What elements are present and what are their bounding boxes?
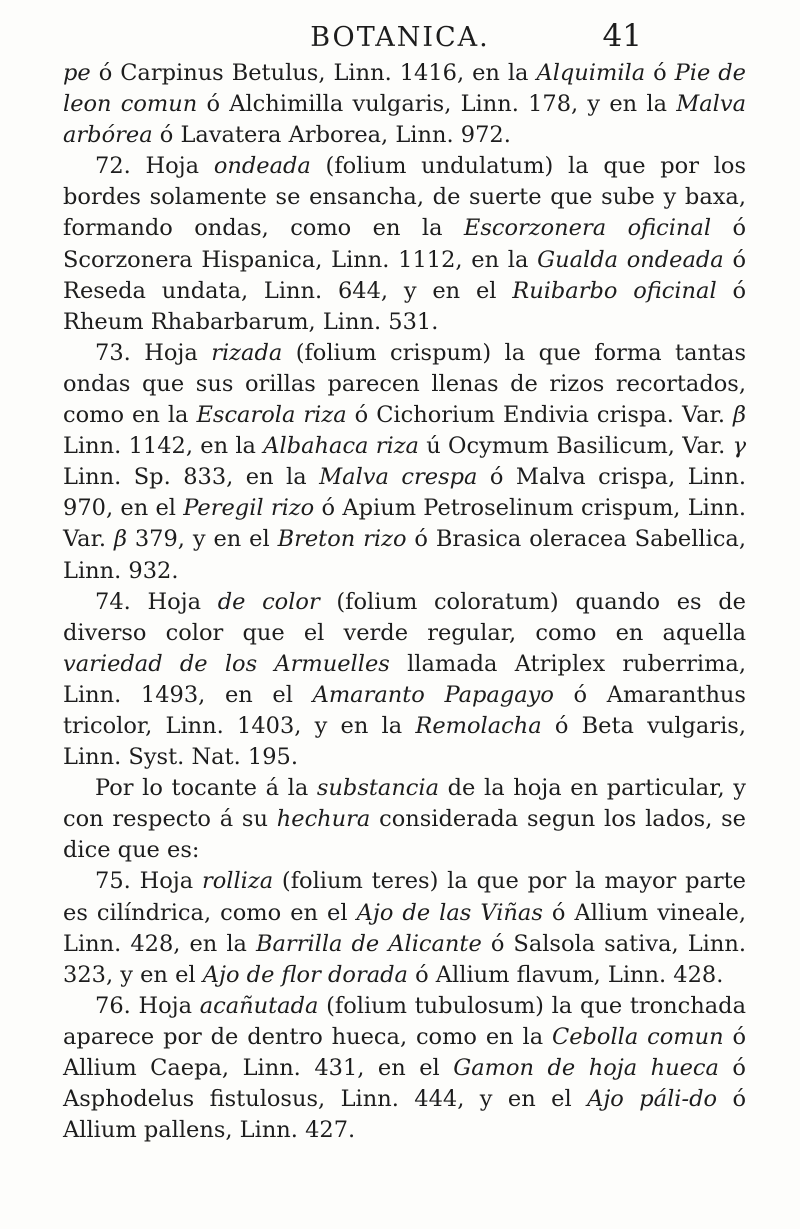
species-name: Amaranto Papagayo [312, 681, 554, 708]
species-name: Ajo de flor dorada [202, 961, 408, 988]
paragraph-continuation [63, 58, 746, 151]
text-run: ó Brasica oleracea Sabellica, Linn. 932. [63, 526, 746, 584]
text-run: ó Apium Petroselinum crispum, Linn. Var. [63, 495, 746, 553]
term: rizada [211, 339, 283, 366]
greek-letter: β [113, 526, 127, 553]
text-run: 74. Hoja [95, 588, 218, 615]
text-run: Por lo tocante á la [95, 775, 317, 802]
species-name: Gamon de hoja hueca [453, 1055, 719, 1081]
text-run: ó Malva crispa, Linn. 970, en el [63, 464, 747, 522]
text-run: ó Reseda undata, Linn. 644, y en el [63, 246, 746, 304]
text-run: ó Amaranthus tricolor, Linn. 1403, y en la [63, 681, 746, 739]
paragraph-substance [63, 773, 746, 866]
text-run: Linn. Sp. 833, en la [63, 464, 320, 491]
text-run: ó Allium pallens, Linn. 427. [63, 1086, 746, 1144]
text-run: ú Ocymum Basilicum, Var. [418, 433, 733, 460]
text-run: ó Beta vulgaris, Linn. Syst. Nat. 195. [63, 712, 746, 771]
text-run: ó Carpinus Betulus, Linn. 1416, en la [90, 60, 537, 86]
term: substancia [316, 775, 440, 802]
text-run: 379, y en el [126, 526, 278, 553]
term: ondeada [213, 153, 311, 180]
text-run: 76. Hoja [95, 992, 200, 1019]
species-name: variedad de los Armuelles [63, 650, 390, 677]
greek-letter: γ [732, 433, 747, 460]
text-run: ó Cichorium Endivia crispa. Var. [346, 402, 733, 429]
paragraph-74 [63, 587, 746, 774]
species-name: Peregil rizo [183, 495, 315, 522]
species-name: Malva arbórea [63, 91, 746, 149]
text-run: (folium teres) la que por la mayor parte es cilíndrica, como en el [63, 868, 746, 926]
species-name: Ajo páli-do [587, 1086, 718, 1113]
text-run: 73. Hoja [95, 339, 212, 366]
text-run: (folium tubulosum) la que tronchada aparece por de dentro hueca, como en la [63, 992, 746, 1050]
text-run: ó Scorzonera Hispanica, Linn. 1112, en la [63, 215, 746, 273]
species-name: Ajo de las Viñas [356, 899, 543, 926]
species-name: Breton rizo [277, 526, 407, 553]
text-run: 72. Hoja [95, 153, 214, 180]
paragraph-72 [63, 151, 746, 338]
term: de color [217, 588, 320, 615]
text-run: ó [645, 60, 675, 86]
text-run: ó Rheum Rhabarbarum, Linn. 531. [63, 277, 746, 335]
greek-letter: β [733, 402, 747, 429]
term: hechura [276, 806, 371, 833]
species-name: Escorzonera oficinal [463, 215, 712, 242]
species-name: Malva crespa [319, 464, 478, 491]
species-name: Remolacha [415, 712, 542, 739]
species-name: pe [63, 60, 91, 86]
text-run: ó Allium Caepa, Linn. 431, en el [63, 1023, 747, 1081]
species-name: Barrilla de Alicante [255, 930, 482, 957]
running-title: BOTANICA. [310, 22, 490, 53]
species-name: Pie de leon comun [63, 60, 746, 118]
species-name: Ruibarbo oficinal [512, 277, 717, 304]
species-name: Escarola riza [196, 402, 347, 429]
text-run: llamada Atriplex ruberrima, Linn. 1493, en el [63, 650, 746, 708]
text-run: de la hoja en particular, y con respecto á su [63, 775, 746, 833]
term: acañutada [199, 992, 319, 1019]
species-name: Cebolla comun [551, 1023, 724, 1050]
species-name: Gualda ondeada [537, 246, 724, 273]
term: rolliza [201, 868, 274, 895]
page-header [0, 16, 800, 60]
body-text [63, 58, 746, 1146]
text-run: ó Lavatera Arborea, Linn. 972. [152, 122, 511, 149]
text-run: Linn. 1142, en la [63, 433, 264, 460]
text-run: (folium crispum) la que forma tantas ondas que sus orillas parecen llenas de rizos recortados, como en la [63, 339, 746, 429]
paragraph-75 [63, 866, 746, 990]
text-run: ó Allium vineale, Linn. 428, en la [63, 899, 746, 957]
page-number: 41 [602, 18, 642, 54]
text-run: considerada segun los lados, se dice que es: [63, 806, 746, 864]
text-run: ó Alchimilla vulgaris, Linn. 178, y en la [197, 91, 677, 118]
text-run: ó Salsola sativa, Linn. 323, y en el [63, 930, 746, 988]
text-run: ó Allium flavum, Linn. 428. [407, 961, 724, 988]
text-run: ó Asphodelus fistulosus, Linn. 444, y en el [63, 1055, 746, 1113]
species-name: Alquimila [536, 60, 646, 86]
text-run: (folium undulatum) la que por los bordes solamente se ensancha, de suerte que sube y baxa, formando ondas, como en la [63, 153, 746, 242]
species-name: Albahaca riza [263, 433, 419, 460]
paragraph-76 [63, 991, 746, 1146]
text-run: (folium coloratum) quando es de diverso color que el verde regular, como en aquella [63, 588, 746, 646]
paragraph-73 [63, 338, 746, 587]
text-run: 75. Hoja [95, 868, 202, 895]
